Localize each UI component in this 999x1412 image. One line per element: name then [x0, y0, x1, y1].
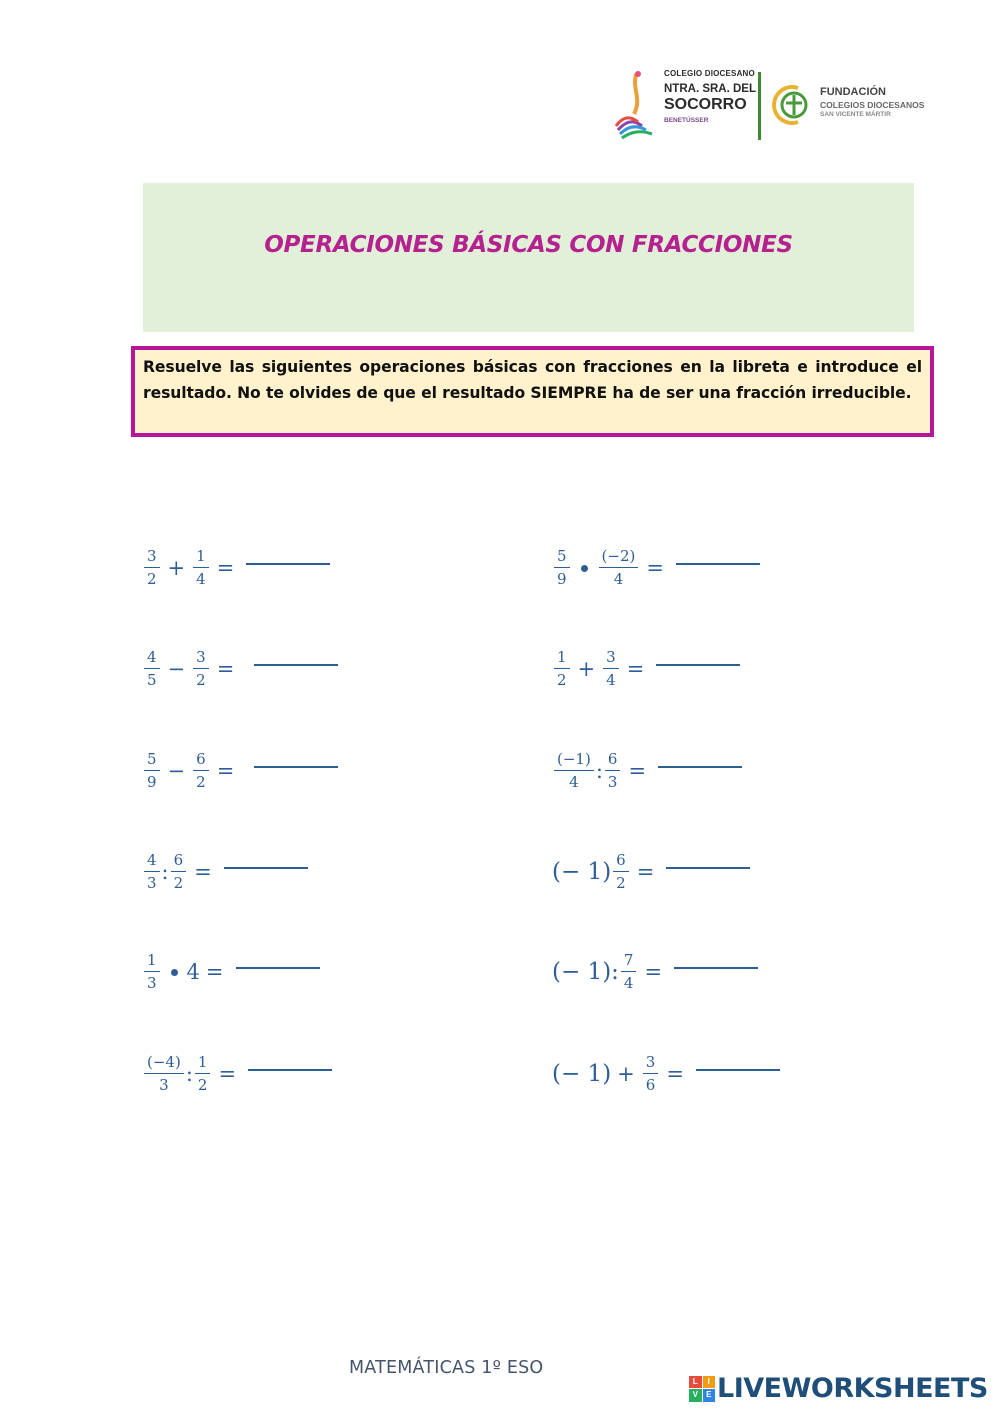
exercise-12: (− 1) + $\frac{3}{6}$ =	[552, 1044, 780, 1104]
liveworksheets-badge-icon: L I V E	[689, 1376, 715, 1402]
answer-field-10[interactable]	[674, 967, 758, 969]
answer-field-2[interactable]	[676, 563, 760, 565]
answer-field-1[interactable]	[246, 563, 330, 565]
exercise-3: $\frac{4}{5}$ − $\frac{3}{2}$ =	[142, 639, 338, 699]
exercise-1: $\frac{3}{2}$ + $\frac{1}{4}$ =	[142, 538, 330, 598]
exercise-6: $\frac{(-1)}{4}$ : $\frac{6}{3}$ =	[552, 741, 742, 801]
multiply-dot-icon	[581, 565, 588, 572]
fraction: $\frac{6}{2}$	[193, 752, 209, 790]
fraction: $\frac{3}{2}$	[193, 650, 209, 688]
fraction: $\frac{3}{4}$	[603, 650, 619, 688]
fraction: $\frac{4}{3}$	[144, 853, 160, 891]
fraction: $\frac{6}{2}$	[171, 853, 187, 891]
fraction: $\frac{(-2)}{4}$	[599, 549, 639, 587]
answer-field-3[interactable]	[254, 664, 338, 666]
footer-subject: MATEMÁTICAS 1º ESO	[349, 1358, 544, 1378]
fraction: $\frac{6}{3}$	[605, 752, 621, 790]
fraction: $\frac{6}{2}$	[613, 853, 629, 891]
exercise-7: $\frac{4}{3}$ : $\frac{6}{2}$ =	[142, 842, 308, 902]
exercise-5: $\frac{5}{9}$ − $\frac{6}{2}$ =	[142, 741, 338, 801]
fraction: $\frac{5}{9}$	[554, 549, 570, 587]
exercise-10: (− 1): $\frac{7}{4}$ =	[552, 942, 758, 1002]
exercise-2: $\frac{5}{9}$ $\frac{(-2)}{4}$ =	[552, 538, 760, 598]
fraction: $\frac{3}{2}$	[144, 549, 160, 587]
fraction: $\frac{(-1)}{4}$	[554, 752, 594, 790]
fraction: $\frac{1}{3}$	[144, 953, 160, 991]
foundation-line-1: FUNDACIÓN	[820, 86, 886, 98]
logo-divider	[758, 72, 761, 140]
multiply-dot-icon	[171, 969, 178, 976]
foundation-emblem-icon	[768, 82, 814, 128]
fraction: $\frac{7}{4}$	[621, 953, 637, 991]
answer-field-5[interactable]	[254, 766, 338, 768]
school-emblem-icon	[612, 68, 662, 140]
fraction: $\frac{5}{9}$	[144, 752, 160, 790]
school-logo	[612, 66, 757, 142]
answer-field-7[interactable]	[224, 867, 308, 869]
exercise-9: $\frac{1}{3}$ 4 =	[142, 942, 320, 1002]
school-line-3: SOCORRO	[664, 95, 747, 113]
answer-field-6[interactable]	[658, 766, 742, 768]
fraction: $\frac{4}{5}$	[144, 650, 160, 688]
fraction: $\frac{3}{6}$	[643, 1055, 659, 1093]
answer-field-11[interactable]	[248, 1069, 332, 1071]
answer-field-9[interactable]	[236, 967, 320, 969]
fraction: $\frac{1}{2}$	[195, 1055, 211, 1093]
instructions-box	[131, 346, 934, 437]
foundation-line-3: SAN VICENTE MÁRTIR	[820, 110, 891, 118]
exercise-11: $\frac{(-4)}{3}$ : $\frac{1}{2}$ =	[142, 1044, 332, 1104]
exercise-4: $\frac{1}{2}$ + $\frac{3}{4}$ =	[552, 639, 740, 699]
answer-field-4[interactable]	[656, 664, 740, 666]
foundation-logo	[768, 82, 948, 130]
liveworksheets-brand: LIVEWORKSHEETS	[717, 1373, 988, 1404]
fraction: $\frac{(-4)}{3}$	[144, 1055, 184, 1093]
school-line-2: NTRA. SRA. DEL	[664, 83, 756, 95]
instructions-text: Resuelve las siguientes operaciones básicas con fracciones en la libreta e introduce el resultado. No te olvides de que el resultado SIEMPRE ha de ser una fracción irreducible.	[143, 358, 922, 402]
liveworksheets-logo	[689, 1373, 988, 1404]
answer-field-12[interactable]	[696, 1069, 780, 1071]
exercise-8: (− 1) $\frac{6}{2}$ =	[552, 842, 750, 902]
foundation-line-2: COLEGIOS DIOCESANOS	[820, 100, 925, 110]
answer-field-8[interactable]	[666, 867, 750, 869]
school-line-4: BENETÚSSER	[664, 116, 709, 124]
page-title: OPERACIONES BÁSICAS CON FRACCIONES	[264, 232, 793, 258]
fraction: $\frac{1}{2}$	[554, 650, 570, 688]
school-line-1: COLEGIO DIOCESANO	[664, 69, 755, 78]
fraction: $\frac{1}{4}$	[193, 549, 209, 587]
